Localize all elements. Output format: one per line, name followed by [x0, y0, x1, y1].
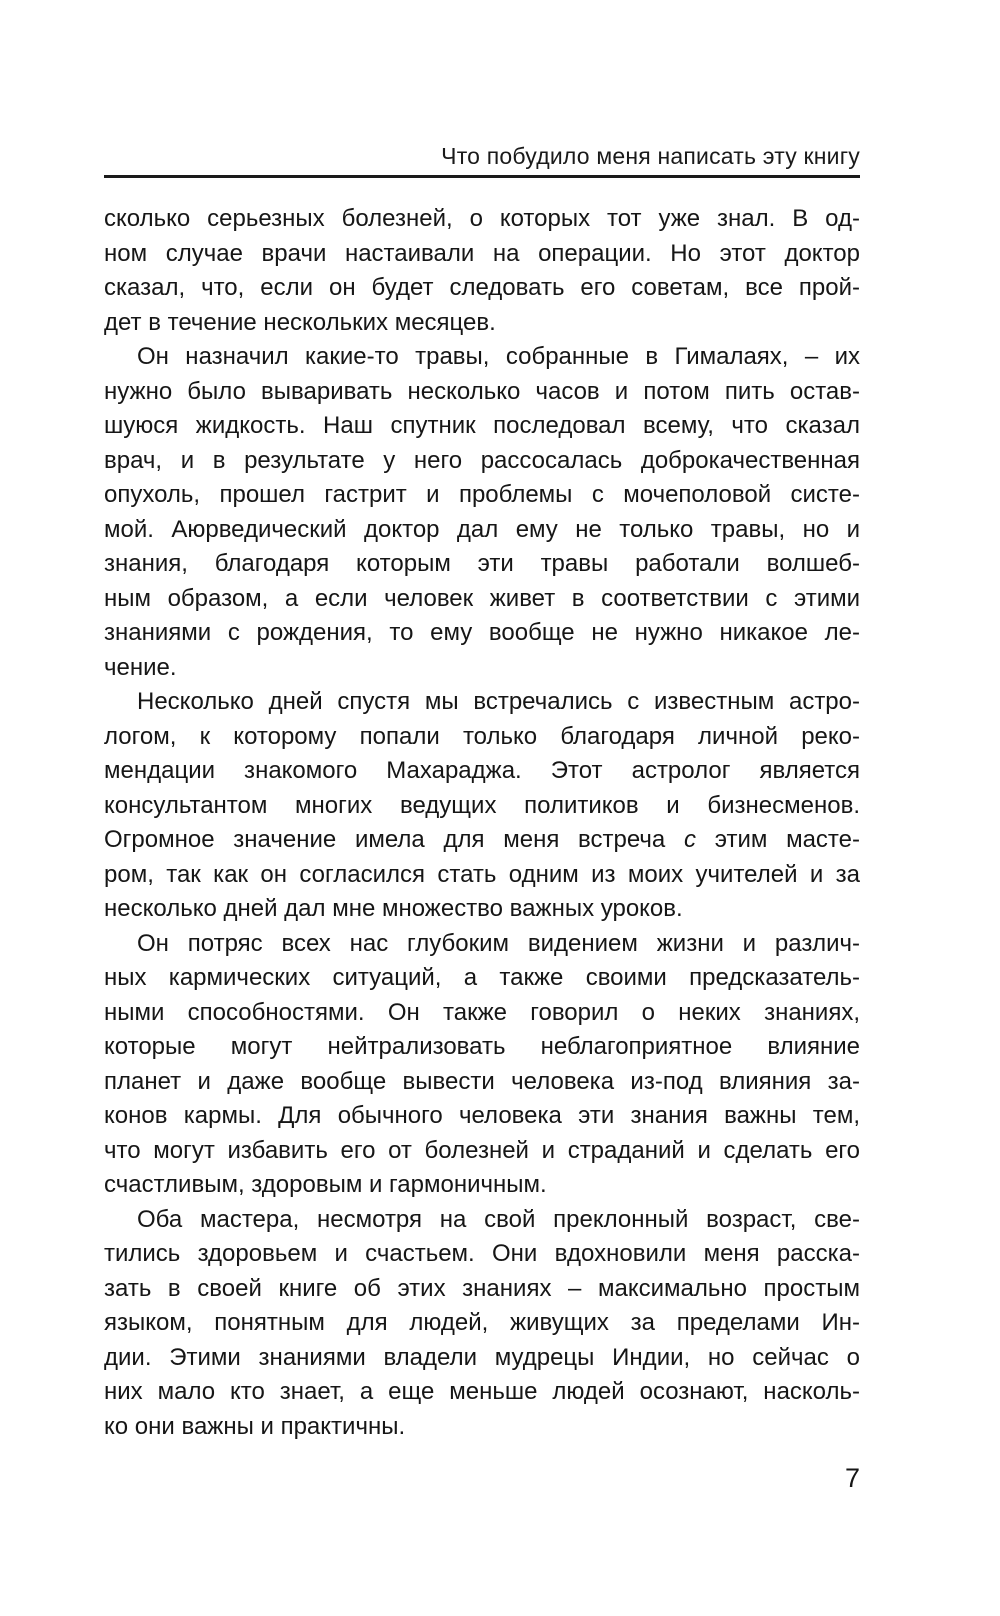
text-line: несколько дней дал мне множество важных уроков.	[104, 895, 683, 922]
text-line: тились здоровьем и счастьем. Они вдохновили меня расска-	[104, 1240, 860, 1267]
text-line: врач, и в результате у него рассосалась доброкачественная	[104, 446, 860, 474]
text-line: ром, так как он согласился стать одним из моих учителей и за	[104, 860, 860, 888]
paragraph	[104, 1203, 860, 1445]
text-line: шуюся жидкость. Наш спутник последовал всему, что сказал	[104, 412, 860, 439]
text-line: Он назначил какие-то травы, собранные в Гималаях, – их	[137, 343, 860, 370]
text-line: чение.	[104, 653, 177, 681]
text-line: них мало кто знает, а еще меньше людей осознают, насколь-	[104, 1378, 860, 1405]
page-number: 7	[844, 1463, 860, 1493]
text-line: сказал, что, если он будет следовать его советам, все прой-	[104, 274, 860, 301]
text-line: конов кармы. Для обычного человека эти знания важны тем,	[104, 1102, 860, 1129]
text-line: мендации знакомого Махараджа. Этот астролог является	[104, 757, 860, 784]
text-line: сколько серьезных болезней, о которых тот уже знал. В од-	[104, 205, 860, 232]
text-line: Несколько дней спустя мы встречались с известным астро-	[137, 688, 860, 715]
body-text	[104, 202, 860, 1444]
paragraph	[104, 685, 860, 927]
text-segment: этим масте-	[696, 826, 860, 853]
text-line: счастливым, здоровым и гармоничным.	[104, 1171, 547, 1198]
text-line: зать в своей книге об этих знаниях – максимально простым	[104, 1274, 860, 1302]
text-line: ном случае врачи настаивали на операции. Но этот доктор	[104, 239, 860, 267]
text-segment: Огромное значение имела для меня встреча	[104, 826, 684, 853]
emphasized-text: с	[684, 826, 696, 853]
text-line: консультантом многих ведущих политиков и бизнесменов.	[104, 791, 860, 819]
text-line: ных кармических ситуаций, а также своими предсказатель-	[104, 964, 860, 991]
text-line: которые могут нейтрализовать неблагоприятное влияние	[104, 1033, 860, 1060]
text-line: ными способностями. Он также говорил о неких знаниях,	[104, 998, 860, 1026]
text-line: логом, к которому попали только благодаря личной реко-	[104, 722, 860, 750]
text-line: опухоль, прошел гастрит и проблемы с мочеполовой систе-	[104, 481, 860, 508]
running-header-title: Что побудило меня написать эту книгу	[441, 143, 860, 169]
text-line: мой. Аюрведический доктор дал ему не только травы, но и	[104, 515, 860, 543]
text-line: ным образом, а если человек живет в соответствии с этими	[104, 584, 860, 612]
text-line: знания, благодаря которым эти травы работали волшеб-	[104, 550, 860, 577]
text-line: нужно было вываривать несколько часов и потом пить остав-	[104, 377, 860, 405]
text-line: планет и даже вообще вывести человека из-под влияния за-	[104, 1067, 860, 1095]
text-line: дет в течение нескольких месяцев.	[104, 308, 496, 336]
paragraph	[104, 927, 860, 1203]
header-rule	[104, 175, 860, 178]
text-line	[104, 823, 860, 858]
text-line: Он потряс всех нас глубоким видением жизни и различ-	[137, 929, 860, 957]
paragraph	[104, 340, 860, 685]
running-header	[104, 143, 860, 169]
text-line: что могут избавить его от болезней и страданий и сделать его	[104, 1136, 860, 1164]
text-line: знаниями с рождения, то ему вообще не нужно никакое ле-	[104, 619, 860, 646]
paragraph	[104, 202, 860, 340]
text-line: ко они важны и практичны.	[104, 1412, 406, 1440]
text-line: языком, понятным для людей, живущих за пределами Ин-	[104, 1309, 860, 1336]
text-line: дии. Этими знаниями владели мудрецы Индии, но сейчас о	[104, 1343, 860, 1371]
text-line: Оба мастера, несмотря на свой преклонный возраст, све-	[137, 1205, 860, 1233]
